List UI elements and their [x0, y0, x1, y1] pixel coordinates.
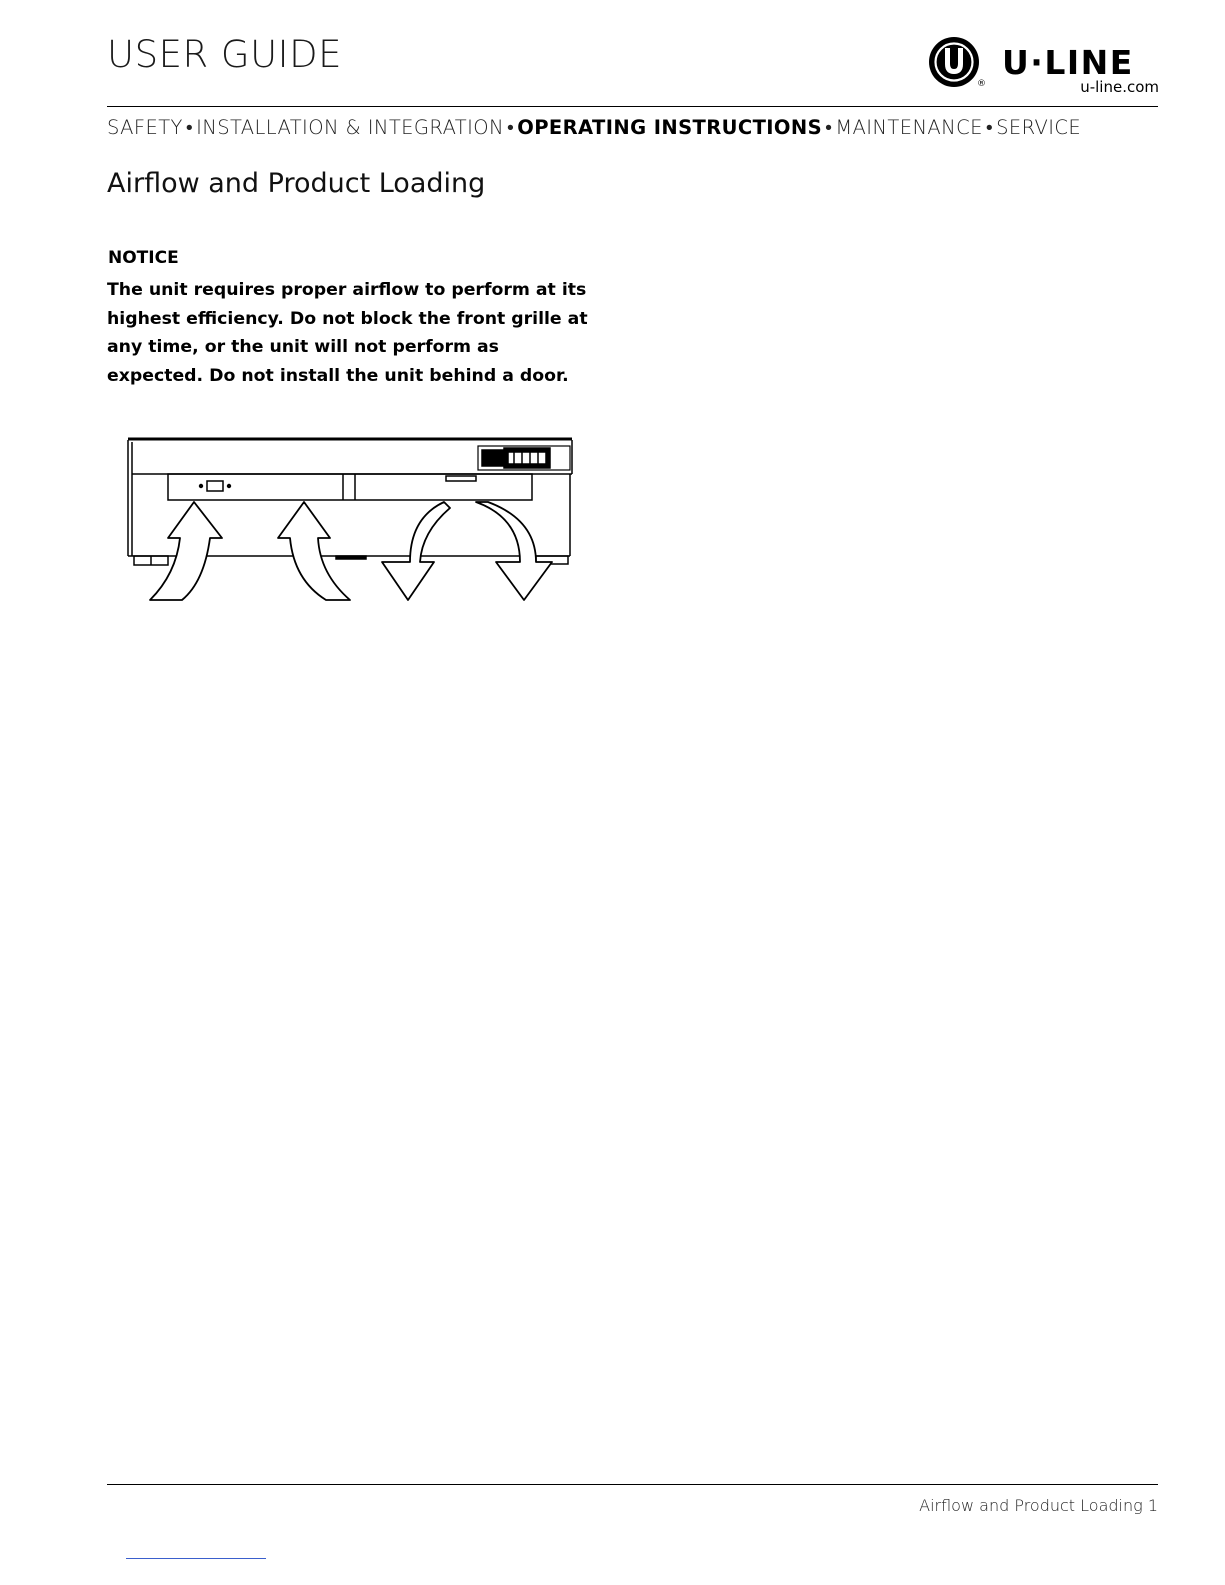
nav-item-operating-instructions: OPERATING INSTRUCTIONS	[517, 116, 823, 139]
section-heading: Airflow and Product Loading	[107, 168, 486, 199]
nav-separator: •	[507, 116, 515, 139]
header-rule	[107, 106, 1158, 107]
footer-link-underline[interactable]	[126, 1558, 266, 1559]
nav-item-maintenance: MAINTENANCE	[835, 116, 983, 139]
airflow-diagram	[124, 434, 580, 606]
footer-page-label: Airflow and Product Loading 1	[919, 1496, 1158, 1515]
nav-separator: •	[185, 116, 194, 139]
brand-url: u-line.com	[1080, 78, 1159, 96]
section-nav	[107, 116, 1158, 140]
brand-name: U·LINE	[1002, 43, 1134, 82]
nav-item-service: SERVICE	[996, 116, 1082, 139]
document-title: USER GUIDE	[107, 33, 342, 76]
nav-item-installation: INSTALLATION & INTEGRATION	[196, 116, 504, 139]
footer-rule	[107, 1484, 1158, 1485]
registered-mark: ®	[977, 79, 986, 89]
nav-separator: •	[825, 116, 833, 139]
notice-label: NOTICE	[108, 248, 179, 268]
notice-text: The unit requires proper airflow to perform at its highest efficiency. Do not block the front grille at any time, or the unit will not perform as expected. Do not install the unit behind a door.	[107, 280, 588, 386]
nav-item-safety: SAFETY	[107, 116, 183, 139]
notice-block	[107, 247, 607, 390]
nav-separator: •	[985, 116, 994, 139]
